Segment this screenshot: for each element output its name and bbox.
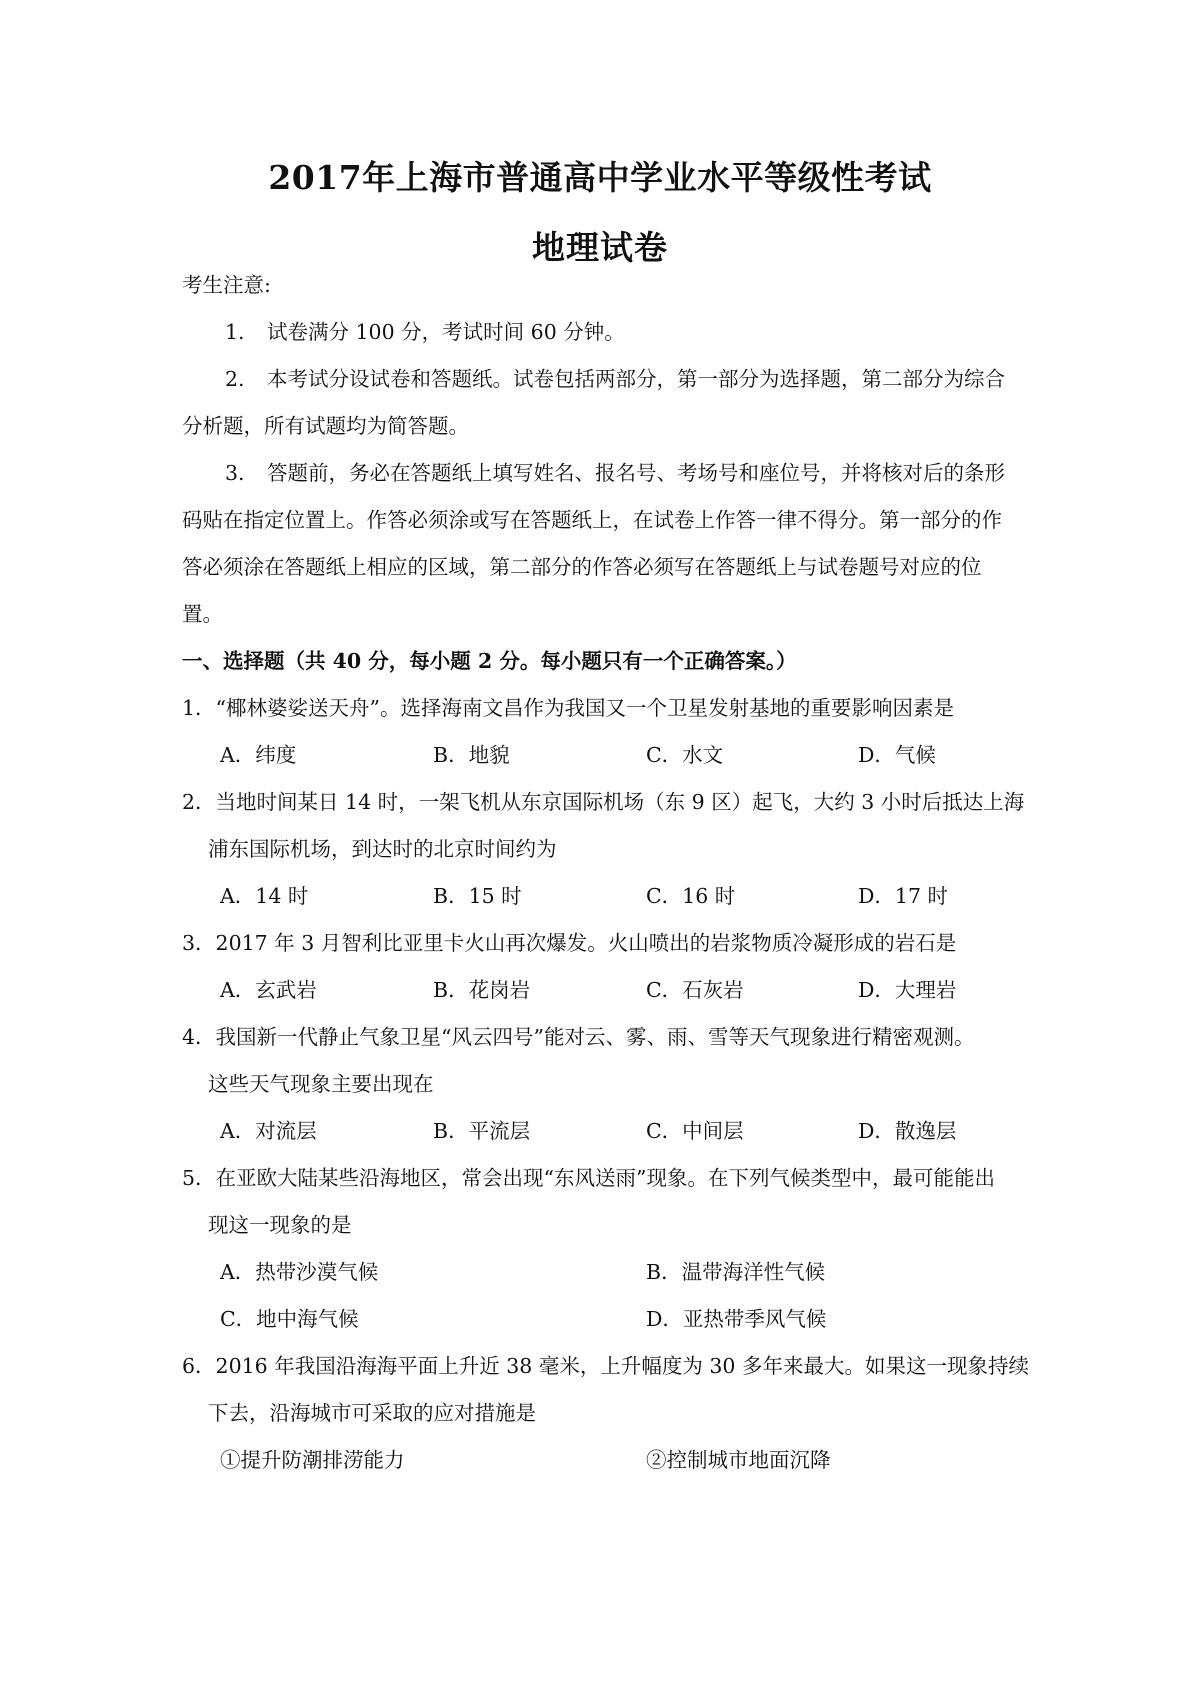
question-5-stem: 5．在亚欧大陆某些沿海地区，常会出现“东风送雨”现象。在下列气候类型中，最可能能出 [182, 1166, 996, 1190]
question-6-stem: 6．2016 年我国沿海海平面上升近 38 毫米，上升幅度为 30 多年来最大。如果这一现象持续 [182, 1354, 1029, 1378]
option-b: B．温带海洋性气候 [646, 1260, 826, 1284]
option-b: B．15 时 [433, 884, 522, 908]
question-5-stem-cont: 现这一现象的是 [208, 1213, 352, 1237]
notice-item-3 [225, 459, 1005, 487]
option-c: C．中间层 [646, 1119, 744, 1143]
notice-item-text: 试卷满分 100 分，考试时间 60 分钟。 [267, 320, 625, 344]
question-4-stem-cont: 这些天气现象主要出现在 [208, 1072, 434, 1096]
option-a: A．玄武岩 [220, 978, 317, 1002]
option-b: B．地貌 [433, 743, 510, 767]
option-a: A．纬度 [220, 743, 297, 767]
notice-item-text-cont: 答必须涂在答题纸上相应的区域，第二部分的作答必须写在答题纸上与试卷题号对应的位 [182, 555, 982, 579]
question-2-stem-cont: 浦东国际机场，到达时的北京时间约为 [208, 837, 557, 861]
notice-item-text: 本考试分设试卷和答题纸。试卷包括两部分，第一部分为选择题，第二部分为综合 [267, 367, 1005, 391]
exam-title: 2017年上海市普通高中学业水平等级性考试 [268, 158, 932, 197]
option-c: C．水文 [646, 743, 724, 767]
option-a: A．对流层 [220, 1119, 317, 1143]
option-item-1: ①提升防潮排涝能力 [220, 1448, 405, 1472]
option-a: A．14 时 [220, 884, 309, 908]
notice-item-text-cont: 码贴在指定位置上。作答必须涂或写在答题纸上，在试卷上作答一律不得分。第一部分的作 [182, 508, 1002, 532]
notice-heading: 考生注意: [182, 273, 271, 297]
option-c: C．地中海气候 [220, 1307, 359, 1331]
option-d: D．气候 [858, 743, 936, 767]
question-1-stem: 1．“椰林婆娑送天舟”。选择海南文昌作为我国又一个卫星发射基地的重要影响因素是 [182, 696, 955, 720]
question-4-stem: 4．我国新一代静止气象卫星“风云四号”能对云、雾、雨、雪等天气现象进行精密观测。 [182, 1025, 975, 1049]
notice-item-text-cont: 置。 [182, 602, 223, 626]
question-2-stem: 2．当地时间某日 14 时，一架飞机从东京国际机场（东 9 区）起飞，大约 3 小时后抵达上海 [182, 790, 1025, 814]
notice-item-text: 答题前，务必在答题纸上填写姓名、报名号、考场号和座位号，并将核对后的条形 [267, 461, 1005, 485]
option-d: D．17 时 [858, 884, 949, 908]
notice-item-number: 3. [225, 461, 245, 485]
notice-item-1 [225, 318, 625, 346]
notice-item-number: 1. [225, 320, 245, 344]
section-heading: 一、选择题（共 40 分，每小题 2 分。每小题只有一个正确答案。） [182, 649, 797, 673]
option-d: D．亚热带季风气候 [646, 1307, 827, 1331]
option-c: C．16 时 [646, 884, 736, 908]
option-c: C．石灰岩 [646, 978, 744, 1002]
exam-subtitle: 地理试卷 [532, 228, 668, 267]
option-d: D．大理岩 [858, 978, 957, 1002]
notice-item-text-cont: 分析题，所有试题均为简答题。 [182, 414, 469, 438]
notice-item-2 [225, 365, 1020, 393]
option-b: B．平流层 [433, 1119, 531, 1143]
option-d: D．散逸层 [858, 1119, 957, 1143]
option-item-2: ②控制城市地面沉降 [646, 1448, 831, 1472]
question-6-stem-cont: 下去，沿海城市可采取的应对措施是 [208, 1401, 536, 1425]
question-3-stem: 3．2017 年 3 月智利比亚里卡火山再次爆发。火山喷出的岩浆物质冷凝形成的岩石是 [182, 931, 957, 955]
option-a: A．热带沙漠气候 [220, 1260, 379, 1284]
notice-item-number: 2. [225, 367, 245, 391]
option-b: B．花岗岩 [433, 978, 531, 1002]
